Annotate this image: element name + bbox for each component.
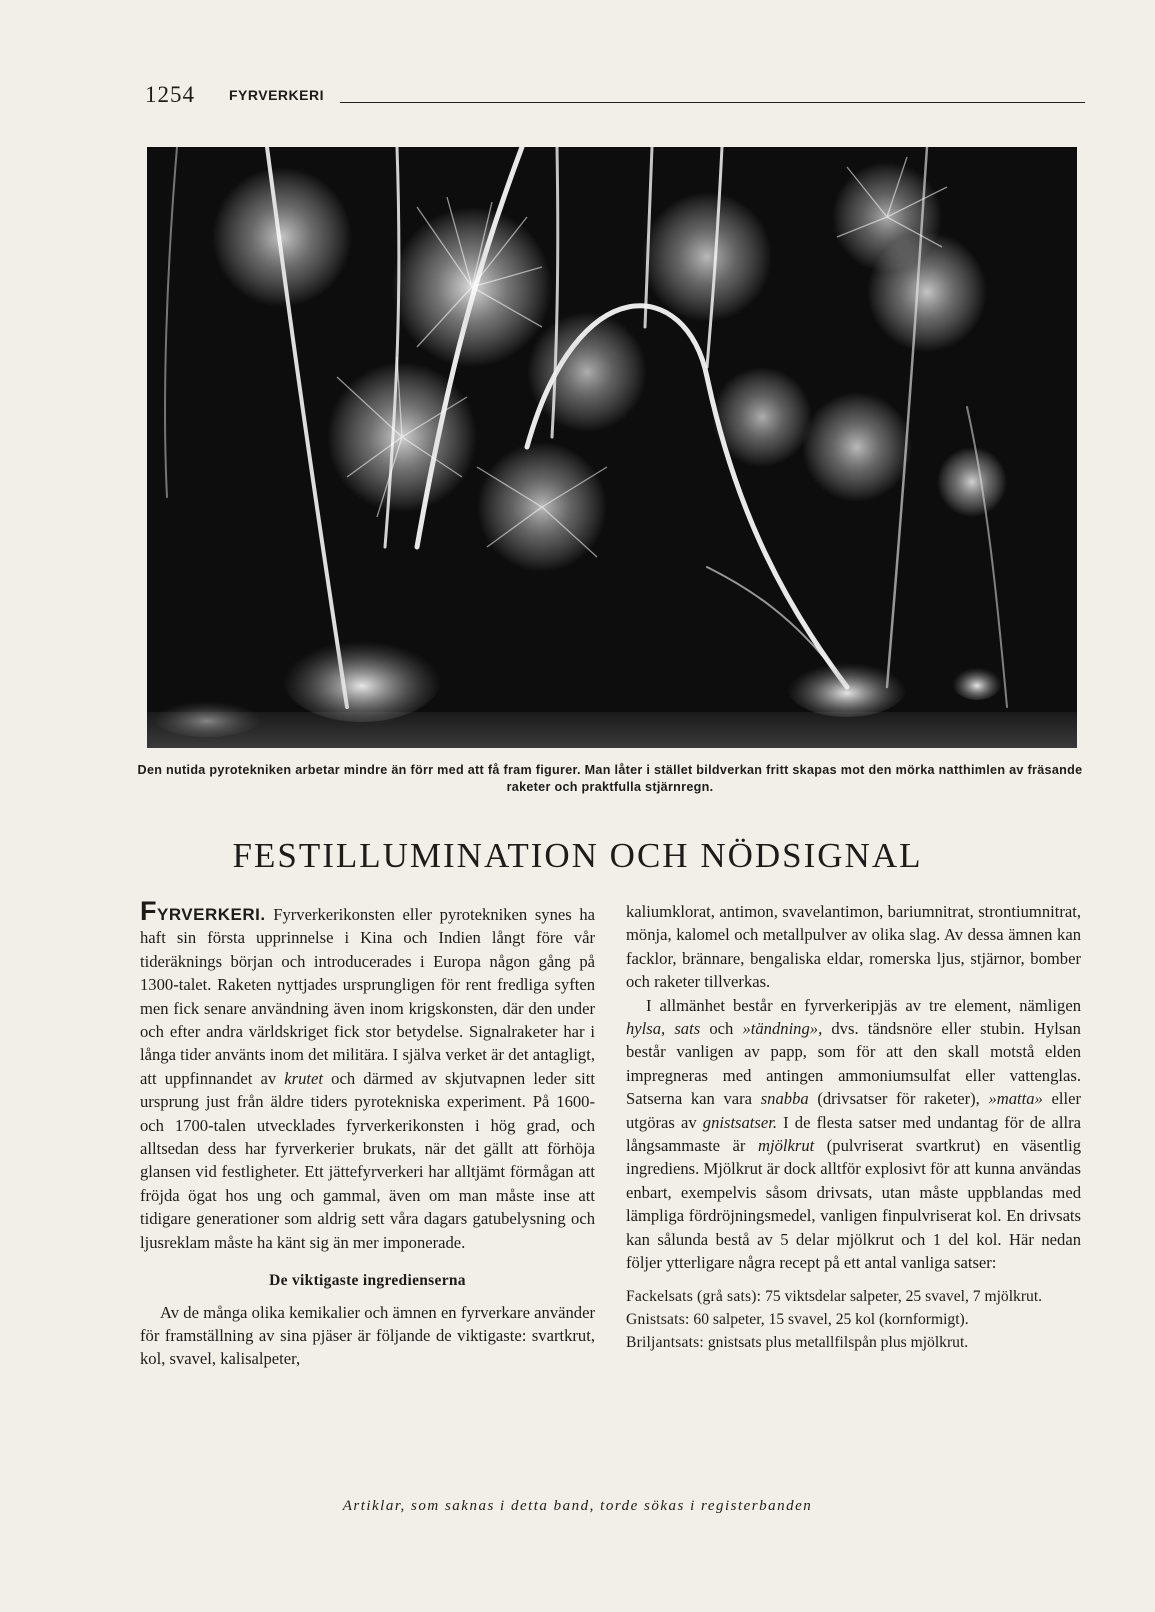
- paragraph-text: I de flesta satser med undantag för de allra långsammaste är: [626, 1112, 1081, 1156]
- emphasis-hylsa-sats: hylsa, sats: [626, 1019, 701, 1039]
- recipe-item: [626, 1285, 1081, 1308]
- recipe-item: [626, 1331, 1081, 1354]
- ingredients-paragraph: Av de många olika kemikalier och ämnen en fyrverkare använder för framställning av sina pjäser är följande de viktigaste: svartkrut, kol, svavel, kalisalpeter,: [140, 1302, 595, 1369]
- recipe-label: Fackelsats (grå sats):: [626, 1287, 762, 1305]
- photo-caption: Den nutida pyrotekniken arbetar mindre än förr med att få fram figurer. Man låter i stället bildverkan fritt skapas mot den mörka natthimlen av fräsande raketer och praktfulla stjärnregn.: [137, 763, 1083, 794]
- page-footer: Artiklar, som saknas i detta band, torde sökas i registerbanden: [342, 1498, 813, 1514]
- intro-paragraph: [140, 896, 595, 1254]
- lead-word: YRVERKERI.: [157, 905, 266, 924]
- paragraph-text: Fyrverkerikonsten eller pyrotekniken synes ha haft sin första upprinnelse i Kina och Indien långt före vår tideräknings början och introducerades i Europa någon gång på 1300-talet. Raketen nyttjades ursprungligen för rent fredliga syften men fick senare användning även inom krigskonsten, där den under och efter andra världskriget fick stor betydelse. Signalraketer har i långa tider använts inom det militära. I själva verket är det antagligt, att uppfinnandet av: [140, 905, 595, 1088]
- recipe-label: Gnistsats:: [626, 1310, 690, 1328]
- paragraph-text: och: [700, 1019, 743, 1039]
- elements-paragraph: [626, 994, 1081, 1275]
- fireworks-photo: [147, 147, 1077, 748]
- lead-initial: F: [140, 896, 157, 926]
- recipe-text: 75 viktsdelar salpeter, 25 svavel, 7 mjölkrut.: [761, 1287, 1043, 1305]
- emphasis-matta: »matta»: [988, 1089, 1043, 1109]
- left-column: [140, 896, 595, 1371]
- recipe-item: [626, 1308, 1081, 1331]
- paragraph-text: dvs. tändsnöre eller stubin. Hylsan består vanligen av papp, som för att den skall motstå elden impregneras med antingen ammoniumsulfat eller vattenglas. Satserna kan vara: [626, 1019, 1081, 1109]
- paragraph-text: och därmed av skjutvapnen leder sitt ursprung just från äldre tiders pyrotekniska experiment. På 1600- och 1700-talen utvecklades fyrverkerikonsten i hög grad, och alltsedan dess har fyrverkerier brukats, när det gällt att förhöja glansen vid festligheter. Ett jättefyrverkeri har alltjämt förmågan att fröjda ögat hos ung och gammal, även om man måste inse att tidigare generationer som aldrig sett våra dagars gatubelysning och ljusreklam måste ha känt sig än mer imponerade.: [140, 1068, 595, 1252]
- running-title: FYRVERKERI: [229, 87, 324, 103]
- paragraph-text: eller utgöras av: [626, 1089, 1081, 1132]
- paragraph-text: (pulvriserat svartkrut) en väsentlig ingrediens. Mjölkrut är dock alltför explosivt för att kunna användas enbart, exempelvis såsom drivsats, utan måste uppblandas med lämpliga fördröjningsmedel, vanligen finpulvriserat kol. En drivsats kan sålunda bestå av 5 delar mjölkrut och 1 del kol. Här nedan följer ytterligare några recept på ett antal vanliga satser:: [626, 1136, 1081, 1273]
- emphasis-mjolkrut: mjölkrut: [758, 1136, 815, 1156]
- emphasis-tandning: »tändning»,: [742, 1019, 823, 1039]
- paragraph-text: I allmänhet består en fyrverkeripjäs av tre element, nämligen: [646, 995, 1081, 1015]
- section-subheading: De viktigaste ingredienserna: [269, 1272, 466, 1290]
- header-rule: [340, 102, 1085, 103]
- recipe-text: gnistsats plus metallfilspån plus mjölkrut.: [703, 1333, 969, 1351]
- page-heading: FESTILLUMINATION OCH NÖDSIGNAL: [232, 836, 923, 875]
- emphasis-gnistsatser: gnistsatser.: [702, 1112, 778, 1132]
- right-column: [626, 900, 1081, 1354]
- emphasis-snabba: snabba: [760, 1089, 809, 1109]
- recipe-text: 60 salpeter, 15 svavel, 25 kol (kornformigt).: [689, 1310, 969, 1328]
- continuation-paragraph: kaliumklorat, antimon, svavelantimon, bariumnitrat, strontiumnitrat, mönja, kalomel och metallpulver av olika slag. Av dessa ämnen kan facklor, brännare, bengaliska eldar, romerska ljus, stjärnor, bomber och raketer tillverkas.: [626, 902, 1081, 992]
- running-header: [145, 82, 1085, 108]
- paragraph-text: (drivsatser för raketer),: [808, 1089, 989, 1109]
- page-number: 1254: [145, 82, 195, 107]
- emphasis-krutet: krutet: [284, 1068, 324, 1088]
- fireworks-illustration: [147, 147, 1077, 748]
- article-lead: [140, 896, 266, 926]
- recipe-label: Briljantsats:: [626, 1333, 704, 1351]
